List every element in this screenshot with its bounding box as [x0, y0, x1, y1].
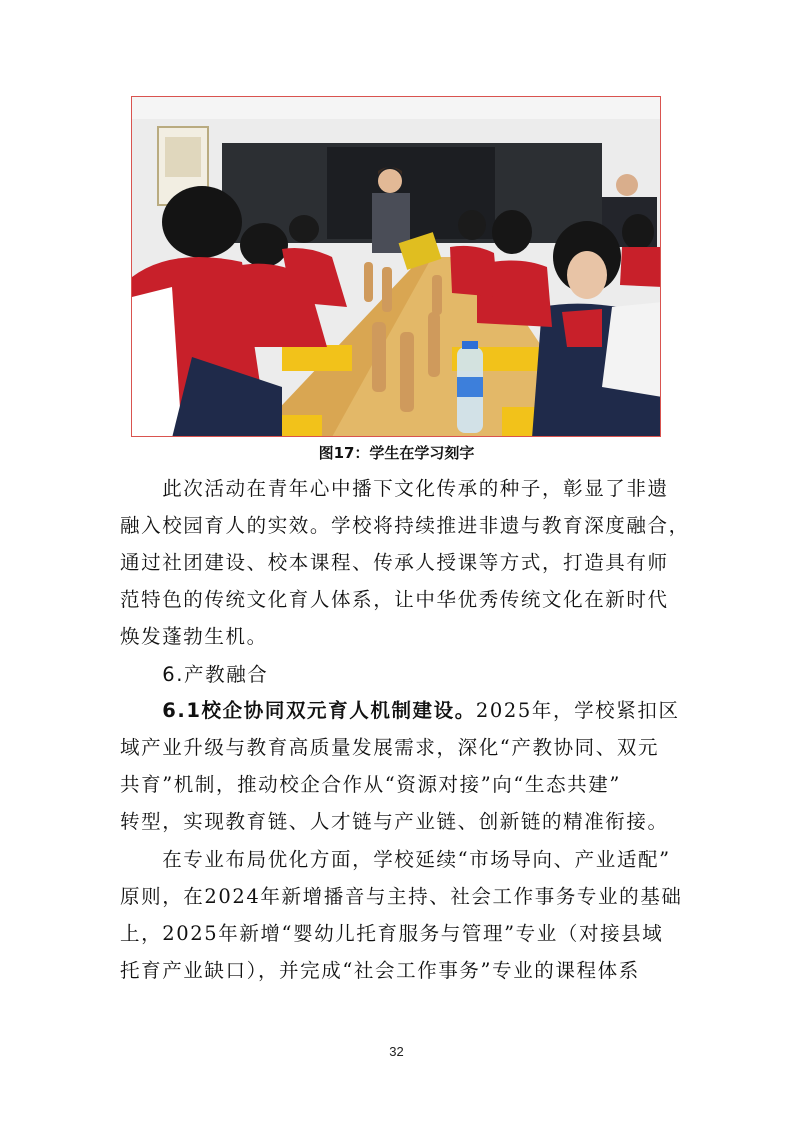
paragraph-cultural-heritage — [120, 470, 690, 655]
text-line — [120, 692, 680, 729]
text-line: 原则，在2024年新增播音与主持、社会工作事务专业的基础 — [120, 885, 683, 908]
text-line: 共育”机制，推动校企合作从“资源对接”向“生态共建” — [120, 773, 621, 796]
paragraph-school-enterprise — [120, 692, 680, 840]
text-line: 上，2025年新增“婴幼儿托育服务与管理”专业（对接县域 — [120, 922, 664, 945]
subsection-title: 6.1校企协同双元育人机制建设。 — [120, 699, 476, 722]
page-number: 32 — [389, 1044, 404, 1059]
section-heading: 6.产教融合 — [120, 663, 269, 686]
text-line: 转型，实现教育链、人才链与产业链、创新链的精准衔接。 — [120, 810, 669, 833]
text-line: 范特色的传统文化育人体系，让中华优秀传统文化在新时代 — [120, 588, 669, 611]
text-line: 焕发蓬勃生机。 — [120, 625, 268, 648]
photo-illustration — [132, 97, 661, 437]
text-line: 此次活动在青年心中播下文化传承的种子，彰显了非遗 — [120, 477, 669, 500]
text-run: 2025年，学校紧扣区 — [475, 699, 680, 722]
text-line: 在专业布局优化方面，学校延续“市场导向、产业适配” — [120, 848, 671, 871]
activity-photo — [131, 96, 661, 437]
text-line: 托育产业缺口），并完成“社会工作事务”专业的课程体系 — [120, 959, 640, 982]
figure-caption: 图17：学生在学习刻字 — [318, 444, 475, 462]
text-line: 通过社团建设、校本课程、传承人授课等方式，打造具有师 — [120, 551, 669, 574]
text-line: 域产业升级与教育高质量发展需求，深化“产教协同、双元 — [120, 736, 660, 759]
paragraph-program-layout — [120, 841, 683, 989]
text-line: 融入校园育人的实效。学校将持续推进非遗与教育深度融合， — [120, 514, 690, 537]
